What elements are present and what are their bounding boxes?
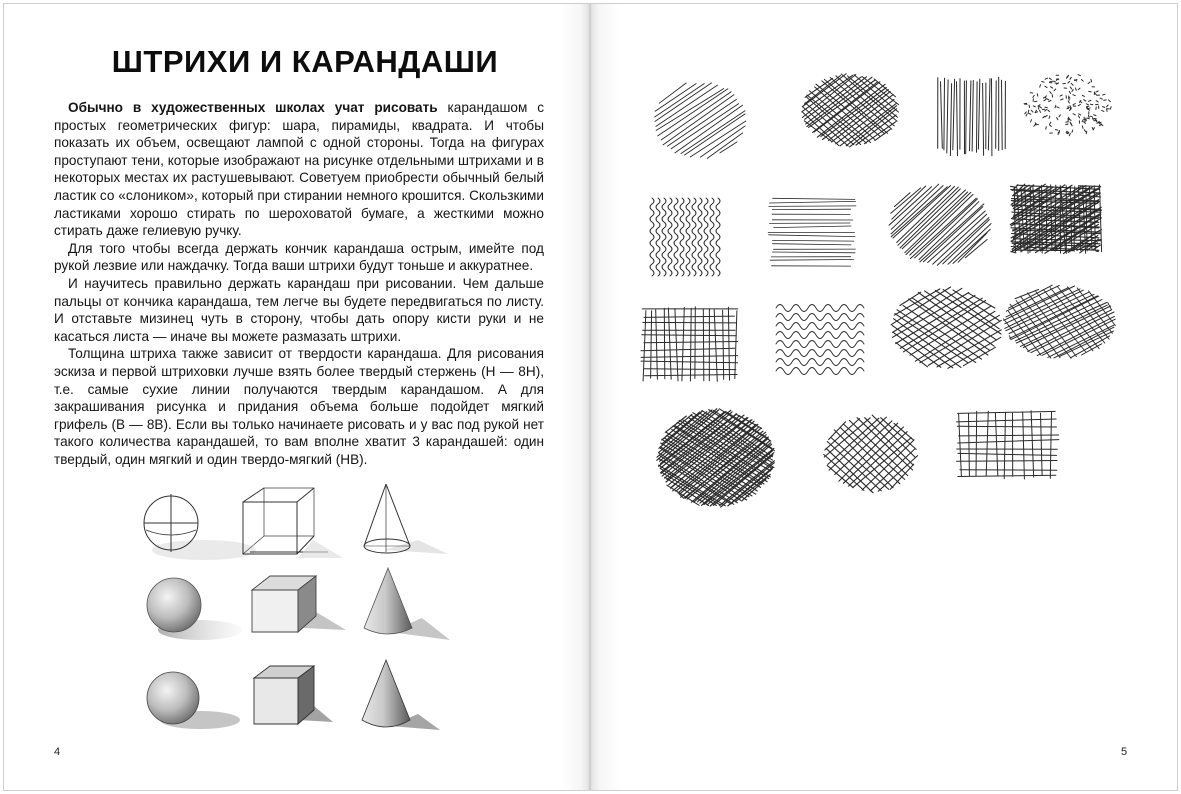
body-text — [54, 99, 544, 468]
horizontal-lines — [768, 198, 856, 266]
cross-hatch-circle — [802, 74, 899, 147]
cube-sketch — [243, 488, 343, 558]
geometric-shapes-illustration — [128, 480, 458, 740]
cone-shaded — [364, 568, 450, 640]
paragraph-4: Толщина штриха также зависит от твердости карандаша. Для рисования эскиза и первой штриховки лучше взять более твердый стержень (Н — 8Н), т.е. самые сухие линии получаются твердым карандашом. А для закрашивания рисунка и придания объема больше подойдет мягкий грифель (В — 8В). Если вы только начинаете рисовать и у вас под рукой нет такого количества карандашей, то вам вполне хватит 3 карандашей: один твердый, один мягкий и один твердо-мягкий (НВ). — [54, 346, 544, 467]
grid-hatch — [641, 307, 738, 382]
sphere-rendered — [147, 672, 240, 729]
sphere-shaded — [147, 578, 242, 640]
cone-sketch — [364, 484, 448, 554]
loose-grid — [957, 411, 1059, 479]
cone-rendered — [362, 660, 440, 730]
paragraph-2: Для того чтобы всегда держать кончик карандаша острым, имейте под рукой лезвие или наждачку. Тогда ваши штрихи будут тоньше и аккуратнее. — [54, 240, 544, 274]
wavy-vertical-lines — [650, 198, 720, 276]
diamond-cross-hatch — [891, 287, 1001, 368]
paragraph-1-lead: Обычно в художественных школах учат рисовать — [68, 100, 438, 115]
diagonal-dense — [889, 184, 991, 265]
page-title: ШТРИХИ И КАРАНДАШИ — [111, 44, 499, 79]
diagonal-lines-circle — [655, 83, 746, 158]
diamond-grid-circle — [824, 415, 918, 493]
sphere-sketch — [144, 494, 256, 560]
dark-cross-hatch-blob — [657, 409, 775, 507]
paragraph-1-text: карандашом с простых геометрических фигур: шара, пирамиды, квадрата. И чтобы показать их объем, освещают лампой с одной стороны. Тогда на фигурах проступают тени, которые изображают на рисунке отдельными штрихами и в некоторых местах их растушевывают. Советуем приобрести обычный белый ластик со «слоником», который при стирании немного крошится. Скользкими ластиками хорошо стирать по шероховатой бумаге, а жесткими можно стирать даже гелиевую ручку. — [54, 100, 545, 239]
paragraph-1 — [54, 99, 544, 240]
wavy-scribble — [776, 305, 864, 375]
diagonal-cross-band — [1004, 285, 1116, 358]
paragraph-3: И научитесь правильно держать карандаш при рисовании. Чем дальше пальцы от кончика карандаша, тем легче вы будете передвигаться по листу. И отставьте мизинец чуть в сторону, чтобы дать опору кисти руки и не касаться листа — иначе вы можете размазать штрихи. — [54, 275, 544, 344]
vertical-lines — [938, 77, 1006, 156]
stipple-dots — [1024, 75, 1111, 136]
page-number-left: 4 — [54, 746, 61, 758]
cross-hatch-dense — [1010, 184, 1101, 253]
hatching-samples-illustration — [628, 60, 1128, 530]
cube-rendered — [254, 666, 333, 724]
cube-shaded — [252, 576, 346, 632]
page-number-right: 5 — [1121, 746, 1128, 758]
